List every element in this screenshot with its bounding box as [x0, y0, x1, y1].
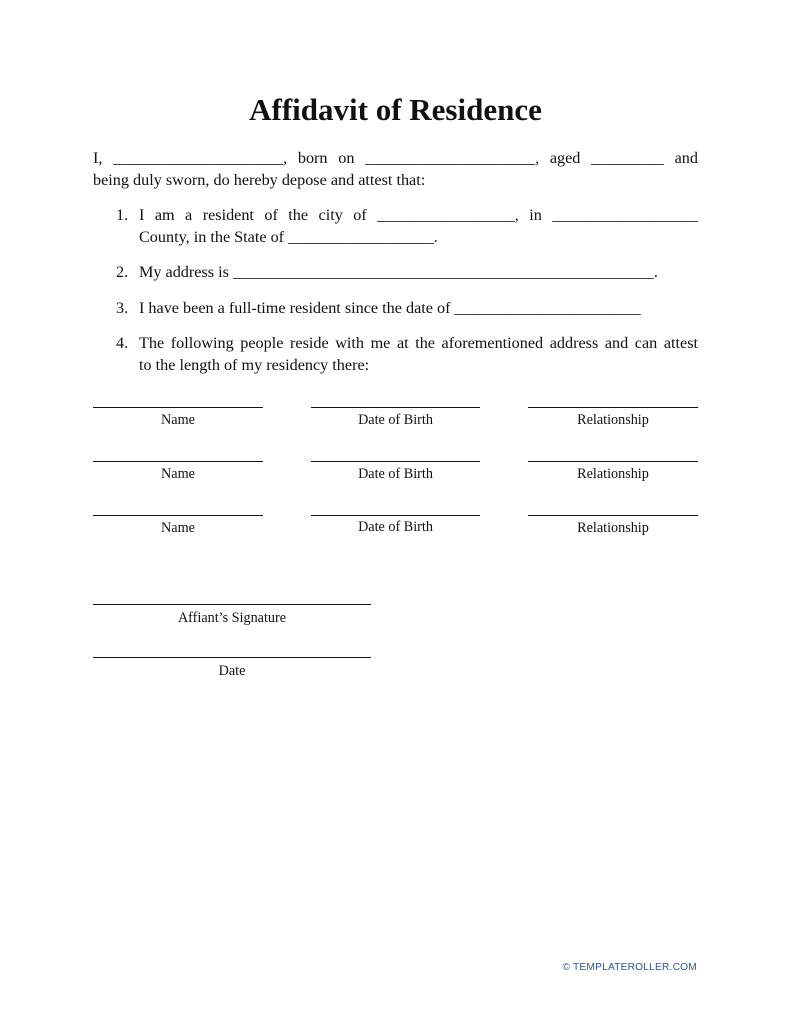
resident-2-relationship-label: Relationship	[577, 466, 649, 482]
item-1-line-1[interactable]: I am a resident of the city of _________________, in __________________	[139, 206, 698, 224]
resident-1-name-line[interactable]	[93, 407, 263, 408]
resident-3-dob-line[interactable]	[311, 515, 480, 516]
item-2-line-1[interactable]: My address is ____________________________________________________.	[139, 263, 658, 281]
item-4-line-1: The following people reside with me at the aforementioned address and can attest	[139, 334, 698, 352]
resident-3-name-line[interactable]	[93, 515, 263, 516]
resident-3-relationship-label: Relationship	[577, 520, 649, 536]
resident-2-relationship-line[interactable]	[528, 461, 698, 462]
intro-line-1[interactable]: I, _____________________, born on _____________________, aged _________ and	[93, 149, 698, 167]
list-number: 4.	[116, 334, 129, 352]
resident-1-name-label: Name	[161, 412, 195, 428]
resident-1-relationship-line[interactable]	[528, 407, 698, 408]
intro-line-2: being duly sworn, do hereby depose and attest that:	[93, 171, 426, 189]
resident-2-dob-label: Date of Birth	[358, 466, 433, 482]
resident-3-dob-label: Date of Birth	[358, 519, 433, 535]
resident-2-name-line[interactable]	[93, 461, 263, 462]
item-1-line-2[interactable]: County, in the State of __________________.	[139, 228, 438, 246]
affiant-signature-label: Affiant’s Signature	[177, 610, 287, 626]
resident-2-name-label: Name	[161, 466, 195, 482]
item-3-line-1[interactable]: I have been a full-time resident since the date of _______________________	[139, 299, 641, 317]
date-label: Date	[218, 663, 246, 679]
date-line[interactable]	[93, 657, 371, 658]
footer-watermark: © TEMPLATEROLLER.COM	[562, 962, 697, 973]
resident-2-dob-line[interactable]	[311, 461, 480, 462]
item-4-line-2: to the length of my residency there:	[139, 356, 370, 374]
resident-1-relationship-label: Relationship	[577, 412, 649, 428]
affiant-signature-line[interactable]	[93, 604, 371, 605]
resident-3-name-label: Name	[161, 520, 195, 536]
list-number: 3.	[116, 299, 129, 317]
document-title: Affidavit of Residence	[249, 92, 542, 127]
resident-3-relationship-line[interactable]	[528, 515, 698, 516]
intro-paragraph	[93, 147, 698, 191]
resident-1-dob-line[interactable]	[311, 407, 480, 408]
list-number: 1.	[116, 206, 129, 224]
list-number: 2.	[116, 263, 129, 281]
resident-1-dob-label: Date of Birth	[358, 412, 433, 428]
